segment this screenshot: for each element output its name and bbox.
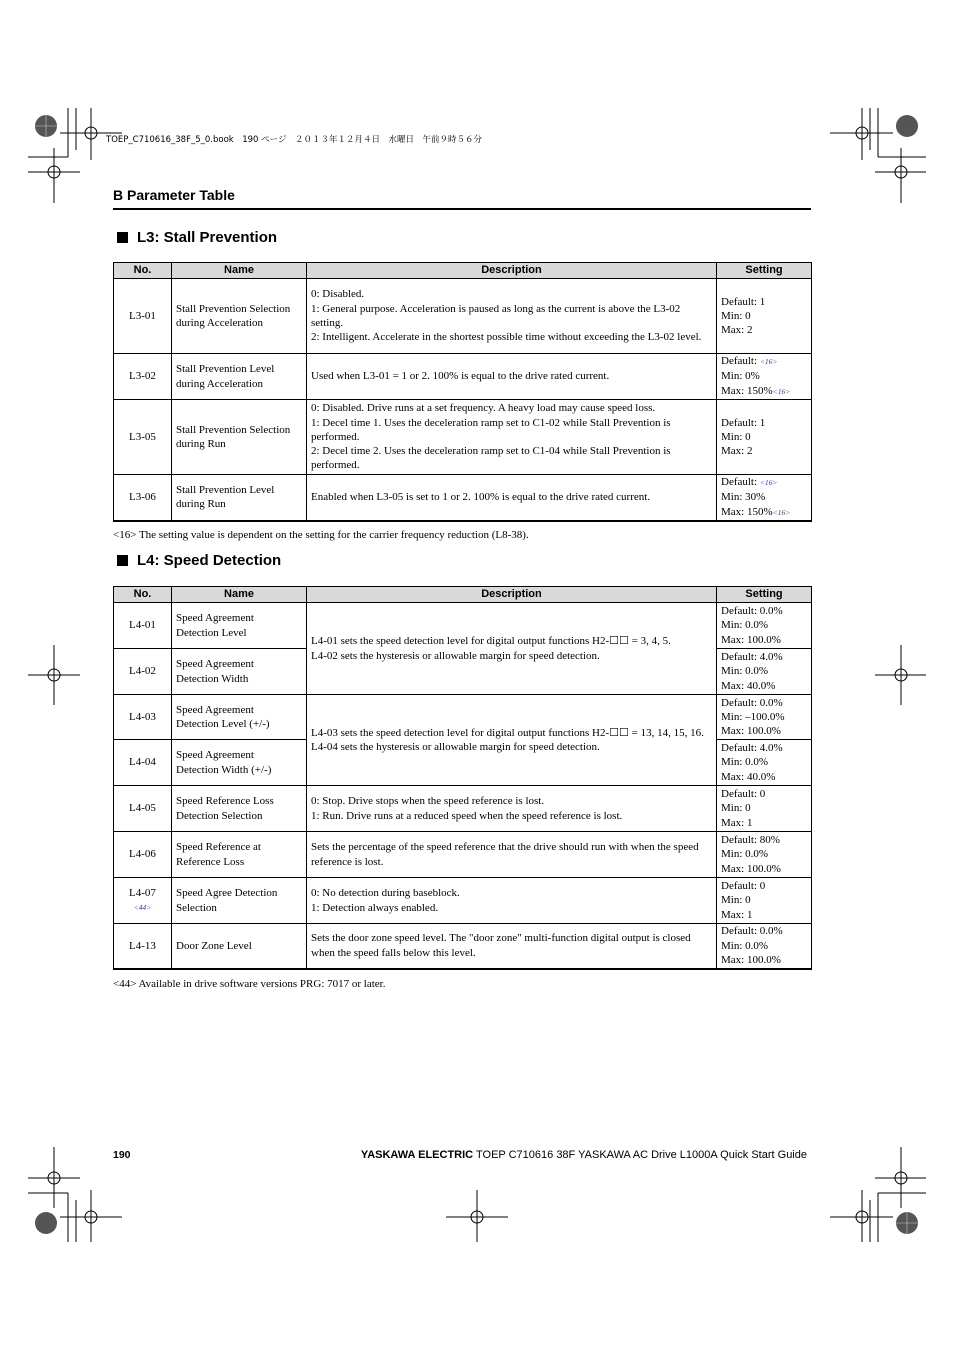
param-description: Enabled when L3-05 is set to 1 or 2. 100% is equal to the drive rated current. xyxy=(307,475,717,521)
footnote-ref: <16> xyxy=(759,478,778,487)
param-setting: Default: 1 Min: 0 Max: 2 xyxy=(717,279,812,354)
param-description: Used when L3-01 = 1 or 2. 100% is equal to the drive rated current. xyxy=(307,354,717,400)
param-setting: Default: 0.0% Min: –100.0% Max: 100.0% xyxy=(717,695,812,740)
param-no: L4-03 xyxy=(114,695,172,740)
param-name: Speed Agreement Detection Level (+/-) xyxy=(172,695,307,740)
param-description: 0: Disabled. Drive runs at a set frequency. A heavy load may cause speed loss. 1: Decel time 1. Uses the deceleration ramp set to C1-02 while Stall Prevention is performed. 2: Decel time 2. Uses the deceleration ramp set to C1-04 while Stall Prevention is performed. xyxy=(307,400,717,475)
header-rule xyxy=(113,208,811,210)
param-name: Stall Prevention Level during Run xyxy=(172,475,307,521)
col-header-description: Description xyxy=(307,587,717,603)
param-no: L4-02 xyxy=(114,649,172,695)
page-number: 190 xyxy=(113,1149,131,1161)
footer-brand: YASKAWA ELECTRIC xyxy=(360,1149,474,1161)
param-setting: Default: <16> Min: 0% Max: 150%<16> xyxy=(717,354,812,400)
param-no: L4-01 xyxy=(114,603,172,649)
param-description: Sets the door zone speed level. The "door zone" multi-function digital output is closed when the speed falls below this level. xyxy=(307,924,717,969)
param-name: Stall Prevention Level during Acceleration xyxy=(172,354,307,400)
l3-footnote: <16> The setting value is dependent on the setting for the carrier frequency reduction (L8-38). xyxy=(113,529,529,541)
l3-heading xyxy=(117,229,277,246)
table-row xyxy=(114,279,812,354)
footnote-ref: <44> xyxy=(133,902,152,912)
col-header-setting: Setting xyxy=(717,263,812,279)
table-row xyxy=(114,603,812,649)
table-row xyxy=(114,354,812,400)
col-header-description: Description xyxy=(307,263,717,279)
param-name: Speed Reference Loss Detection Selection xyxy=(172,786,307,832)
param-setting: Default: 4.0% Min: 0.0% Max: 40.0% xyxy=(717,649,812,695)
footnote-ref: <16> xyxy=(759,357,778,367)
param-setting: Default: 0.0% Min: 0.0% Max: 100.0% xyxy=(717,924,812,969)
footer-doc: TOEP C710616 38F YASKAWA AC Drive L1000A Quick Start Guide xyxy=(476,1149,807,1161)
param-description: L4-03 sets the speed detection level for digital output functions H2-☐☐ = 13, 14, 15, 16. L4-04 sets the hysteresis or allowable margin for speed detection. xyxy=(307,695,717,786)
col-header-name: Name xyxy=(172,263,307,279)
table-row xyxy=(114,878,812,924)
col-header-name: Name xyxy=(172,587,307,603)
param-no: L4-07 <44> xyxy=(114,878,172,924)
l4-heading xyxy=(117,552,281,569)
table-row xyxy=(114,924,812,969)
table-row xyxy=(114,695,812,740)
col-header-no: No. xyxy=(114,587,172,603)
param-name: Speed Reference at Reference Loss xyxy=(172,832,307,878)
footnote-ref: <16> xyxy=(772,507,791,517)
param-setting: Default: 80% Min: 0.0% Max: 100.0% xyxy=(717,832,812,878)
table-row xyxy=(114,832,812,878)
param-setting: Default: 4.0% Min: 0.0% Max: 40.0% xyxy=(717,740,812,786)
table-row xyxy=(114,400,812,475)
param-setting: Default: 0 Min: 0 Max: 1 xyxy=(717,878,812,924)
param-description: 0: Stop. Drive stops when the speed reference is lost. 1: Run. Drive runs at a reduced speed when the speed reference is lost. xyxy=(307,786,717,832)
l3-title: L3: Stall Prevention xyxy=(137,229,278,246)
param-setting: Default: 0.0% Min: 0.0% Max: 100.0% xyxy=(717,603,812,649)
param-setting: Default: <16> Min: 30% Max: 150%<16> xyxy=(717,475,812,521)
param-no: L4-06 xyxy=(114,832,172,878)
section-header: B Parameter Table xyxy=(113,187,235,203)
col-header-setting: Setting xyxy=(717,587,812,603)
param-name: Stall Prevention Selection during Run xyxy=(172,400,307,475)
param-name: Stall Prevention Selection during Acceleration xyxy=(172,279,307,354)
param-name: Speed Agreement Detection Width xyxy=(172,649,307,695)
param-name: Speed Agreement Detection Level xyxy=(172,603,307,649)
param-no: L3-02 xyxy=(114,354,172,400)
l4-title: L4: Speed Detection xyxy=(137,552,282,569)
table-row xyxy=(114,786,812,832)
param-description: 0: Disabled. 1: General purpose. Acceleration is paused as long as the current is above the L3-02 setting. 2: Intelligent. Accelerate in the shortest possible time without exceeding the L3-02 level. xyxy=(307,279,717,354)
param-description: Sets the percentage of the speed reference that the drive should run with when the speed reference is lost. xyxy=(307,832,717,878)
param-setting: Default: 0 Min: 0 Max: 1 xyxy=(717,786,812,832)
table-row xyxy=(114,475,812,521)
l4-footnote: <44> Available in drive software versions PRG: 7017 or later. xyxy=(113,978,386,990)
footnote-ref: <16> xyxy=(772,386,791,396)
l3-parameter-table xyxy=(113,262,812,522)
param-name: Speed Agreement Detection Width (+/-) xyxy=(172,740,307,786)
param-setting: Default: 1 Min: 0 Max: 2 xyxy=(717,400,812,475)
square-bullet-icon xyxy=(117,232,128,243)
param-description: L4-01 sets the speed detection level for digital output functions H2-☐☐ = 3, 4, 5. L4-02 sets the hysteresis or allowable margin for speed detection. xyxy=(307,603,717,695)
l4-parameter-table xyxy=(113,586,812,970)
param-no: L4-13 xyxy=(114,924,172,969)
param-no: L4-05 xyxy=(114,786,172,832)
footer-doc-title xyxy=(361,1149,807,1161)
param-no: L3-06 xyxy=(114,475,172,521)
param-no: L3-05 xyxy=(114,400,172,475)
param-no: L3-01 xyxy=(114,279,172,354)
param-name: Door Zone Level xyxy=(172,924,307,969)
param-name: Speed Agree Detection Selection xyxy=(172,878,307,924)
param-description: 0: No detection during baseblock. 1: Detection always enabled. xyxy=(307,878,717,924)
book-info: TOEP_C710616_38F_5_0.book 190 ページ ２０１３年１２月４日 水曜日 午前９時５６分 xyxy=(106,135,482,145)
param-no: L4-04 xyxy=(114,740,172,786)
col-header-no: No. xyxy=(114,263,172,279)
square-bullet-icon xyxy=(117,555,128,566)
